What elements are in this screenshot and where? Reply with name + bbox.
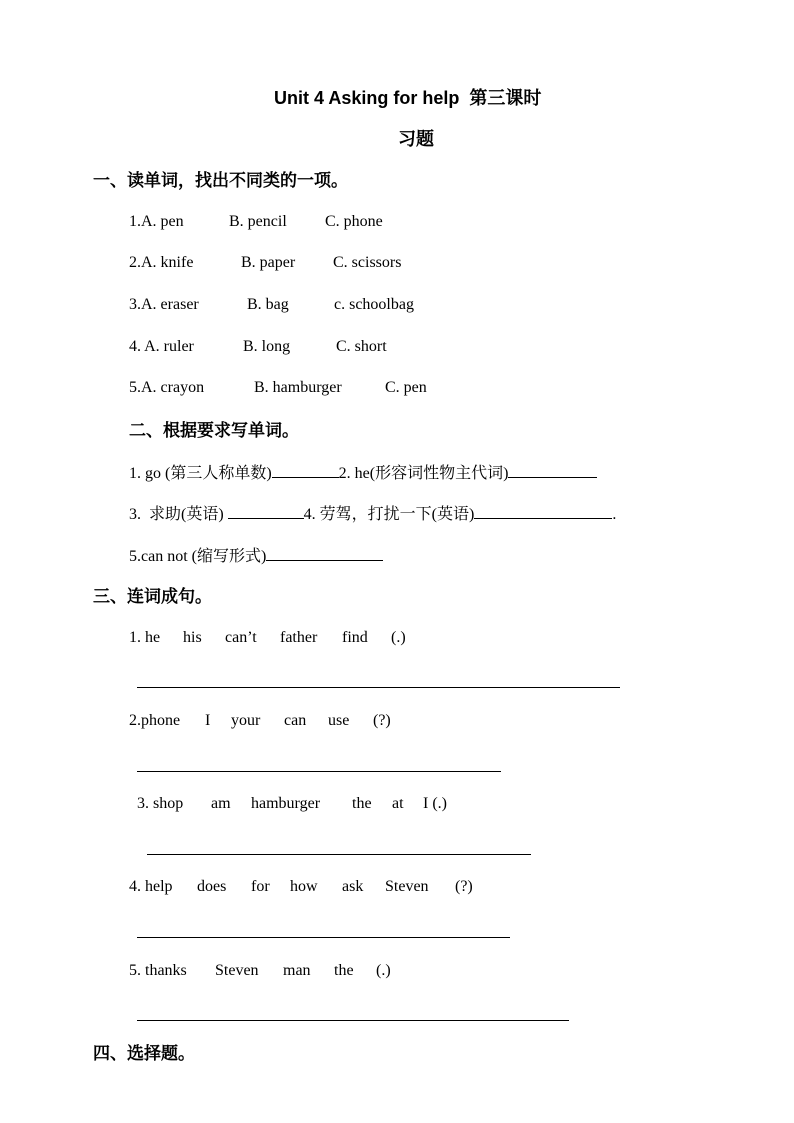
option-b: B. pencil (229, 213, 287, 230)
worksheet-title: Unit 4 Asking for help 第三课时 (274, 88, 542, 108)
word: father (280, 629, 318, 646)
option-a: 1.A. pen (129, 213, 184, 230)
option-c: C. short (336, 338, 387, 355)
option-b: B. long (243, 338, 291, 355)
word: use (328, 712, 350, 729)
word: does (197, 878, 227, 895)
option-c: C. phone (325, 213, 383, 230)
word: 4. help (129, 878, 173, 895)
answer-line[interactable] (137, 771, 501, 772)
word: can (284, 712, 307, 729)
answer-line[interactable] (137, 687, 620, 688)
option-a: 2.A. knife (129, 254, 194, 271)
section-3-heading: 三、连词成句。 (93, 587, 212, 607)
period-mark: . (612, 506, 617, 523)
option-b: B. bag (247, 296, 289, 313)
word: (.) (391, 629, 406, 646)
answer-line[interactable] (137, 937, 510, 938)
word: I (205, 712, 211, 729)
section-4-heading: 四、选择题。 (93, 1044, 195, 1064)
answer-blank[interactable] (228, 503, 304, 519)
word: how (290, 878, 318, 895)
option-c: C. scissors (333, 254, 402, 271)
word: the (334, 962, 354, 979)
section-2-line-1 (129, 462, 597, 484)
option-a: 3.A. eraser (129, 296, 199, 313)
word: Steven (385, 878, 429, 895)
option-a: 4. A. ruler (129, 338, 194, 355)
word: at (392, 795, 404, 812)
question-2-3: 3. 求助(英语) (129, 506, 228, 523)
question-2-1: 1. go (第三人称单数) (129, 465, 272, 482)
word: for (251, 878, 270, 895)
option-c: C. pen (385, 379, 427, 396)
section-2-line-3 (129, 545, 383, 567)
section-2-line-2 (129, 503, 616, 525)
answer-blank[interactable] (508, 462, 597, 478)
option-b: B. hamburger (254, 379, 342, 396)
question-2-5: 5.can not (缩写形式) (129, 548, 267, 565)
word: am (211, 795, 231, 812)
word: 5. thanks (129, 962, 187, 979)
word: (?) (373, 712, 391, 729)
word: can’t (225, 629, 257, 646)
word: ask (342, 878, 364, 895)
answer-blank[interactable] (272, 462, 339, 478)
question-2-4: 4. 劳驾，打扰一下(英语) (303, 506, 475, 523)
answer-blank[interactable] (474, 503, 612, 519)
word: I (.) (423, 795, 447, 812)
word: find (342, 629, 368, 646)
section-2-heading: 二、根据要求写单词。 (129, 421, 299, 441)
word: Steven (215, 962, 259, 979)
option-c: c. schoolbag (334, 296, 414, 313)
word: 1. he (129, 629, 161, 646)
word: 2.phone (129, 712, 181, 729)
answer-blank[interactable] (266, 545, 383, 561)
word: hamburger (251, 795, 321, 812)
word: (?) (455, 878, 473, 895)
worksheet-subtitle: 习题 (398, 129, 434, 149)
word: man (283, 962, 311, 979)
question-2-2: 2. he(形容词性物主代词) (338, 465, 509, 482)
word: (.) (376, 962, 391, 979)
word: the (352, 795, 372, 812)
word: 3. shop (137, 795, 184, 812)
answer-line[interactable] (147, 854, 531, 855)
option-b: B. paper (241, 254, 296, 271)
word: his (183, 629, 202, 646)
answer-line[interactable] (137, 1020, 569, 1021)
word: your (231, 712, 261, 729)
option-a: 5.A. crayon (129, 379, 205, 396)
section-1-heading: 一、读单词，找出不同类的一项。 (93, 171, 348, 191)
